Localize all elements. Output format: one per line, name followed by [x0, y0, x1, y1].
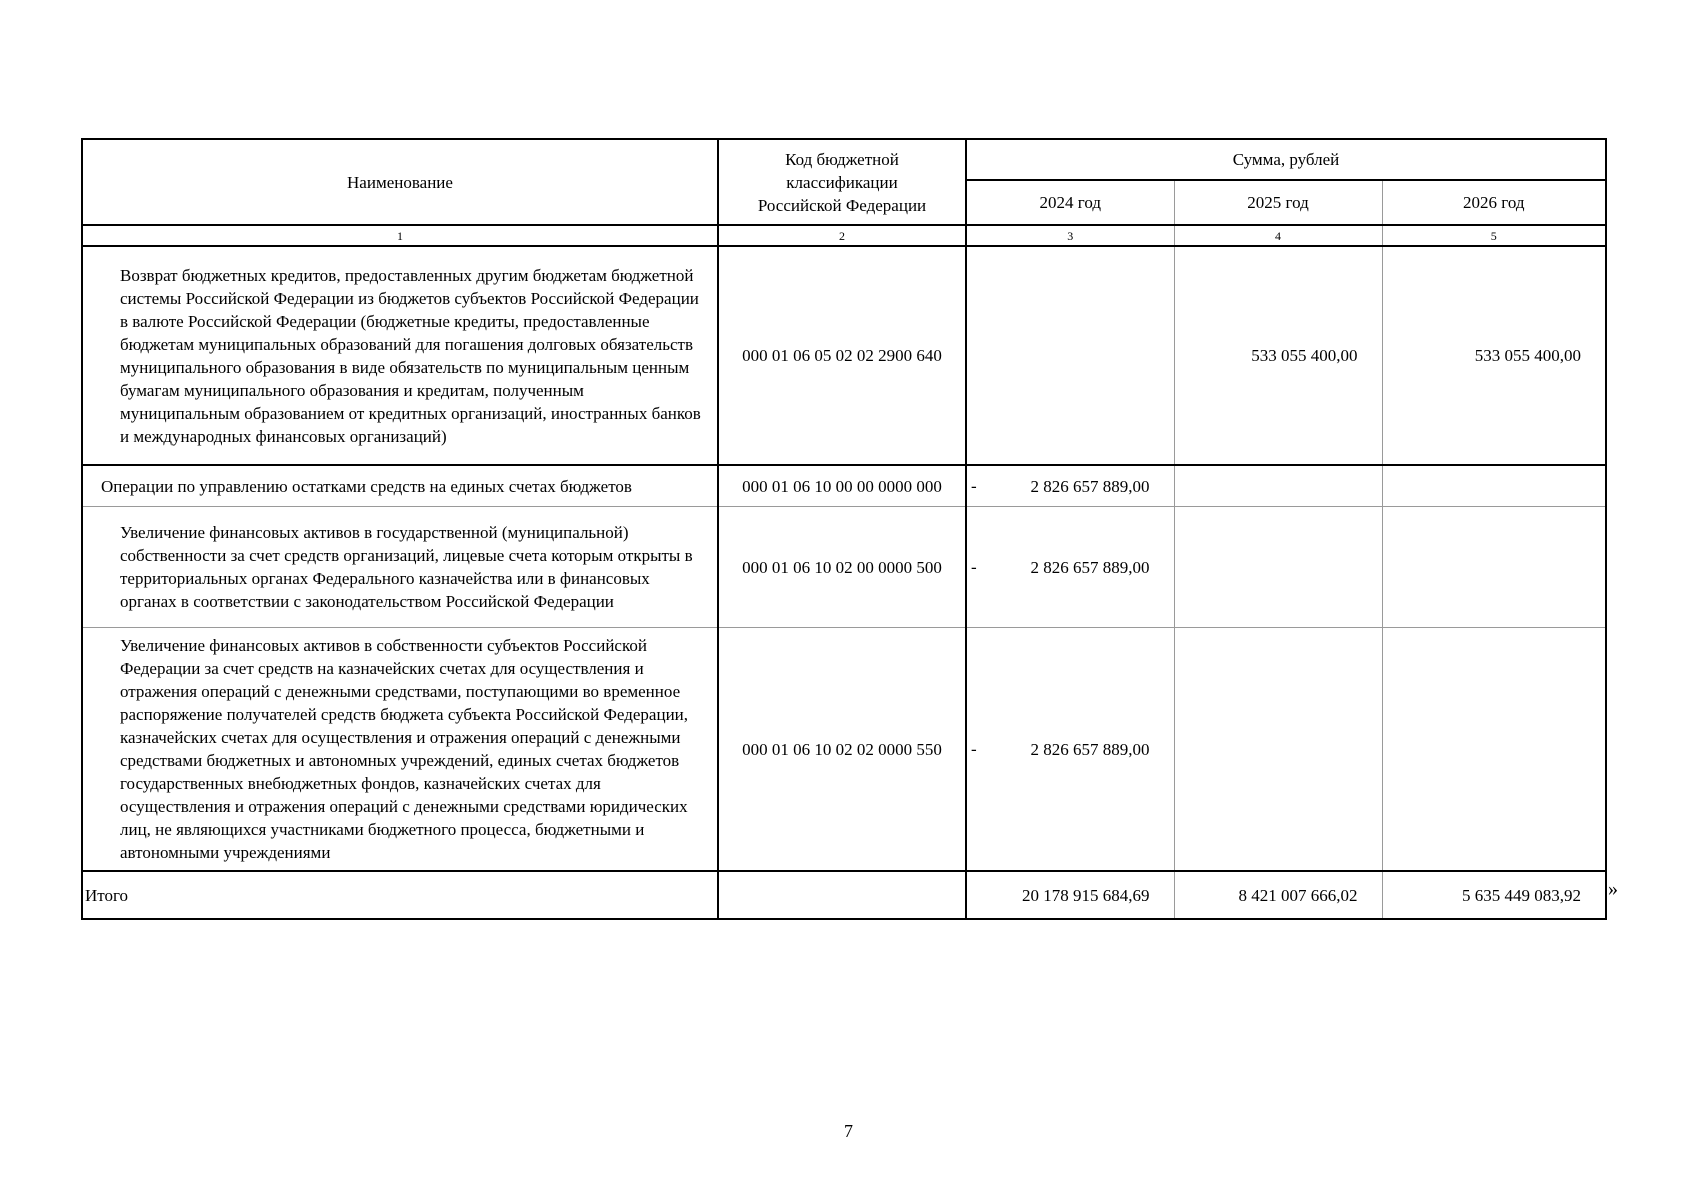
row-amount-2024-value: 2 826 657 889,00: [1030, 557, 1150, 577]
row-code: 000 01 06 10 02 02 0000 550: [718, 628, 966, 872]
row-amount-2026: [1382, 628, 1606, 872]
total-amount-2025: 8 421 007 666,02: [1174, 871, 1382, 919]
table-row: [82, 507, 1606, 628]
row-name: Возврат бюджетных кредитов, предоставленных другим бюджетам бюджетной системы Российской Федерации из бюджетов субъектов Российской Федерации в валюте Российской Федерации (бюджетные кредиты, предоставленные бюджетам муниципальных образований для погашения долговых обязательств муниципального образования в виде обязательств по муниципальным ценным бумагам муниципального образования и кредитам, полученным муниципальным образованием от кредитных организаций, иностранных банков и международных финансовых организаций): [82, 246, 718, 465]
row-amount-2024: [966, 628, 1174, 872]
total-label: Итого: [82, 871, 718, 919]
header-code: Код бюджетной классификации Российской Федерации: [718, 139, 966, 225]
row-amount-2024: [966, 507, 1174, 628]
total-amount-2024: 20 178 915 684,69: [966, 871, 1174, 919]
row-code: 000 01 06 10 00 00 0000 000: [718, 465, 966, 507]
row-amount-2026: [1382, 507, 1606, 628]
total-code: [718, 871, 966, 919]
table-row: [82, 628, 1606, 872]
row-amount-2026: 533 055 400,00: [1382, 246, 1606, 465]
column-number-2: 2: [718, 225, 966, 246]
table-row: [82, 465, 1606, 507]
row-amount-2026: [1382, 465, 1606, 507]
negative-sign: -: [971, 739, 977, 759]
row-amount-2025: [1174, 628, 1382, 872]
total-amount-2026: 5 635 449 083,92: [1382, 871, 1606, 919]
row-amount-2025: [1174, 465, 1382, 507]
table-row: [82, 246, 1606, 465]
row-amount-2025: 533 055 400,00: [1174, 246, 1382, 465]
header-year-2025: 2025 год: [1174, 180, 1382, 225]
row-amount-2024: [966, 246, 1174, 465]
row-code: 000 01 06 10 02 00 0000 500: [718, 507, 966, 628]
row-code: 000 01 06 05 02 02 2900 640: [718, 246, 966, 465]
header-name: Наименование: [82, 139, 718, 225]
total-row: [82, 871, 1606, 919]
budget-sources-table: [81, 138, 1607, 920]
row-amount-2025: [1174, 507, 1382, 628]
row-amount-2024: [966, 465, 1174, 507]
header-year-2024: 2024 год: [966, 180, 1174, 225]
column-number-3: 3: [966, 225, 1174, 246]
column-number-5: 5: [1382, 225, 1606, 246]
row-name: Увеличение финансовых активов в государственной (муниципальной) собственности за счет средств организаций, лицевые счета которым открыты в территориальных органах Федерального казначейства или в финансовых органах в соответствии с законодательством Российской Федерации: [82, 507, 718, 628]
row-amount-2024-value: 2 826 657 889,00: [1030, 739, 1150, 759]
header-year-2026: 2026 год: [1382, 180, 1606, 225]
page-number: 7: [844, 1121, 853, 1141]
column-number-1: 1: [82, 225, 718, 246]
row-name: Увеличение финансовых активов в собственности субъектов Российской Федерации за счет средств на казначейских счетах для осуществления и отражения операций с денежными средствами, поступающими во временное распоряжение получателей средств бюджета субъекта Российской Федерации, казначейских счетах для осуществления и отражения операций с денежными средствами бюджетных и автономных учреждений, единых счетах бюджетов государственных внебюджетных фондов, казначейских счетах для осуществления и отражения операций с денежными средствами юридических лиц, не являющихся участниками бюджетного процесса, бюджетными и автономными учреждениями: [82, 628, 718, 872]
negative-sign: -: [971, 557, 977, 577]
closing-quote: »: [1608, 878, 1618, 900]
negative-sign: -: [971, 476, 977, 496]
row-amount-2024-value: 2 826 657 889,00: [1030, 476, 1150, 496]
column-number-4: 4: [1174, 225, 1382, 246]
header-sum: Сумма, рублей: [966, 139, 1606, 180]
row-name: Операции по управлению остатками средств на единых счетах бюджетов: [82, 465, 718, 507]
